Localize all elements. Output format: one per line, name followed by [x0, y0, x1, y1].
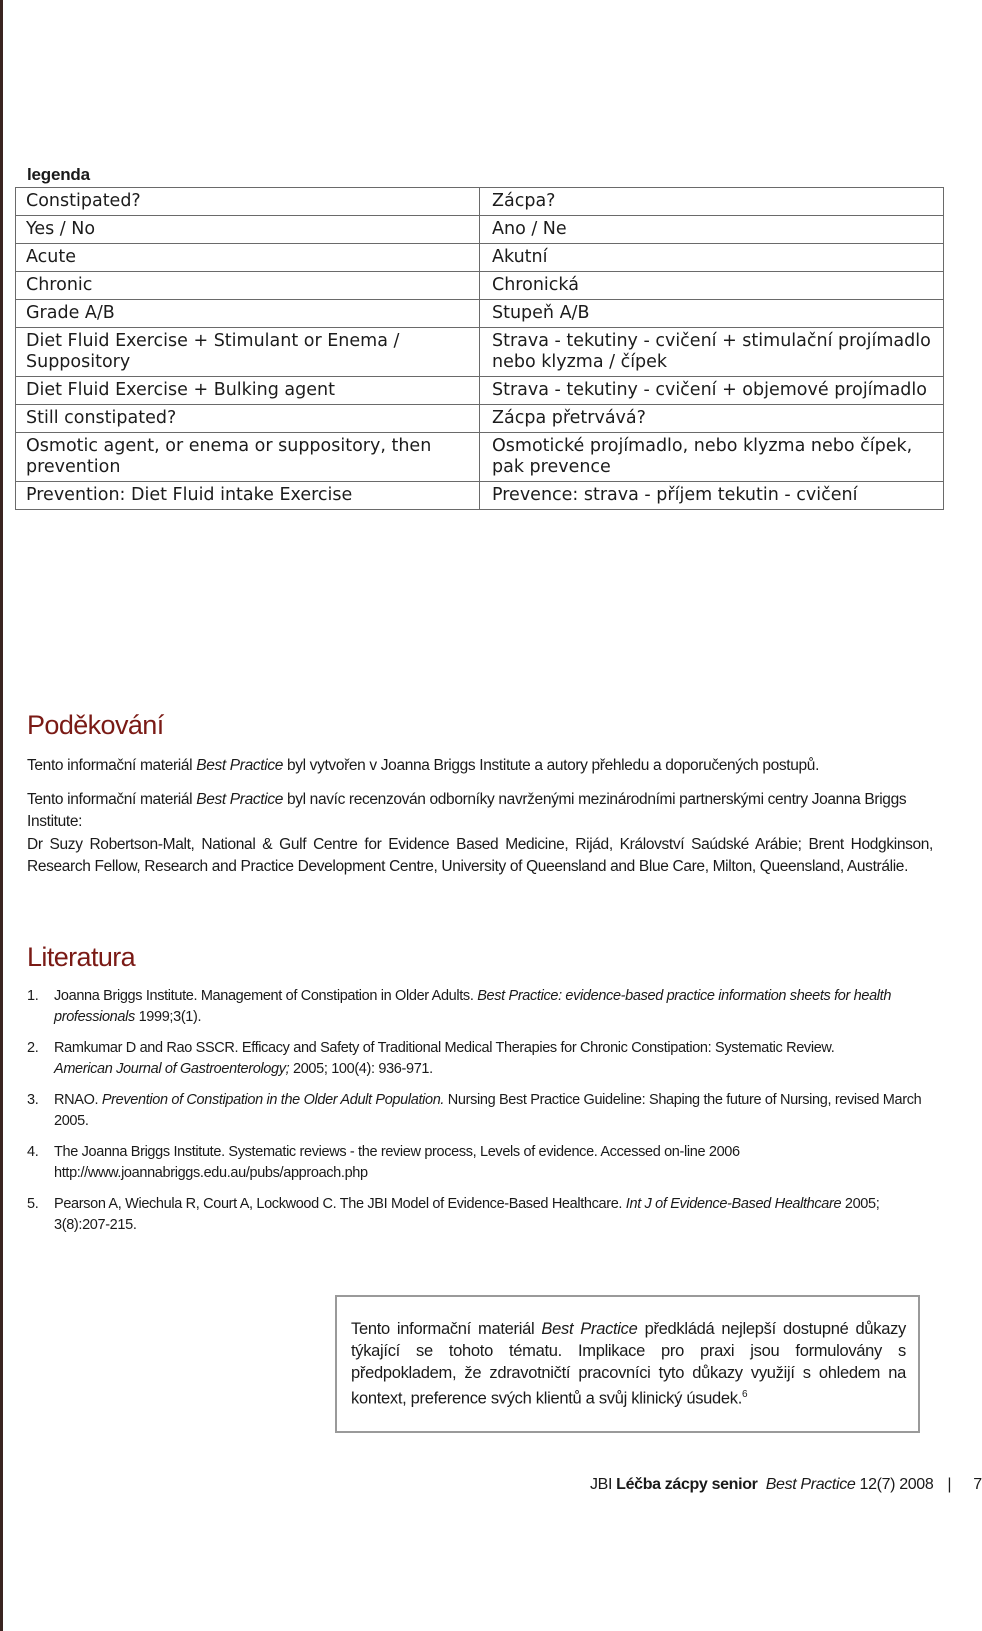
table-row [16, 328, 944, 377]
legend-cz-cell: Osmotické projímadlo, nebo klyzma nebo čípek, pak prevence [480, 433, 944, 482]
table-row [16, 188, 944, 216]
acknowledgements-reviewers: Dr Suzy Robertson-Malt, National & Gulf Centre for Evidence Based Medicine, Rijád, Království Saúdské Arábie; Brent Hodgkinson, Research Fellow, Research and Practice Development Centre, University of Queensland and Blue Care, Milton, Queensland, Austrálie. [27, 836, 933, 875]
footer-org: JBI [590, 1476, 617, 1493]
text-run: Tento informační materiál [351, 1320, 542, 1338]
text-run: Tento informační materiál [27, 791, 197, 808]
text-run: 1999;3(1). [134, 1009, 202, 1025]
text-run-italic: Best Practice [541, 1320, 638, 1338]
footer-series: Best Practice [765, 1476, 856, 1493]
table-row [16, 244, 944, 272]
legend-cz-cell: Strava - tekutiny - cvičení + stimulační projímadlo nebo klyzma / čípek [480, 328, 944, 377]
callout-box [335, 1295, 920, 1433]
legend-en-cell: Prevention: Diet Fluid intake Exercise [16, 482, 480, 510]
text-run: Pearson A, Wiechula R, Court A, Lockwood C. The JBI Model of Evidence-Based Healthcare. [54, 1196, 626, 1212]
legend-title: legenda [27, 165, 90, 184]
legend-en-cell: Acute [16, 244, 480, 272]
table-row [16, 377, 944, 405]
legend-cz-cell: Stupeň A/B [480, 300, 944, 328]
page-number: 7 [973, 1476, 982, 1493]
references-heading: Literatura [27, 942, 136, 972]
text-run: RNAO. [54, 1092, 102, 1108]
text-run-italic: Prevention of Constipation in the Older Adult Population. [101, 1092, 445, 1108]
table-row [16, 300, 944, 328]
text-run-italic: American Journal of Gastroenterology; [54, 1061, 290, 1077]
legend-en-cell: Constipated? [16, 188, 480, 216]
text-run-italic: Best Practice: evidence-based practice information sheets for health professionals [54, 988, 892, 1025]
text-run-italic: Best Practice [196, 757, 283, 774]
table-row [16, 433, 944, 482]
list-item [27, 1194, 933, 1236]
acknowledgements-paragraph-2 [27, 789, 933, 833]
legend-en-cell: Still constipated? [16, 405, 480, 433]
table-row [16, 482, 944, 510]
page-edge-rule [0, 0, 3, 1631]
footer-issue: 12(7) 2008 [855, 1476, 934, 1493]
text-run: byl navíc recenzován odborníky navrženými mezinárodními partnerskými centry Joanna Briggs Institute: [27, 791, 907, 830]
table-row [16, 272, 944, 300]
text-run: 2005; 3(8):207-215. [54, 1196, 880, 1233]
legend-table [15, 187, 944, 510]
footer-separator: | [947, 1476, 952, 1493]
table-row [16, 216, 944, 244]
list-item [27, 1038, 933, 1080]
legend-en-cell: Chronic [16, 272, 480, 300]
legend-en-cell: Diet Fluid Exercise + Stimulant or Enema / Suppository [16, 328, 480, 377]
reference-number: 2. [27, 1040, 39, 1056]
callout-text [351, 1318, 906, 1410]
legend-cz-cell: Strava - tekutiny - cvičení + objemové projímadlo [480, 377, 944, 405]
legend-cz-cell: Prevence: strava - příjem tekutin - cvičení [480, 482, 944, 510]
legend-en-cell: Osmotic agent, or enema or suppository, then prevention [16, 433, 480, 482]
legend-cz-cell: Akutní [480, 244, 944, 272]
reference-number: 4. [27, 1144, 39, 1160]
legend-en-cell: Grade A/B [16, 300, 480, 328]
legend-en-cell: Yes / No [16, 216, 480, 244]
text-run: Ramkumar D and Rao SSCR. Efficacy and Safety of Traditional Medical Therapies for Chronic Constipation: Systematic Review. [54, 1040, 835, 1056]
table-row [16, 405, 944, 433]
footer-title: Léčba zácpy senior [616, 1476, 758, 1493]
reference-number: 5. [27, 1196, 39, 1212]
legend-cz-cell: Ano / Ne [480, 216, 944, 244]
reference-list [27, 986, 933, 1246]
text-run: Tento informační materiál [27, 757, 197, 774]
acknowledgements-heading: Poděkování [27, 710, 164, 740]
text-run: 2005; 100(4): 936-971. [289, 1061, 433, 1077]
acknowledgements-paragraph-1 [27, 755, 933, 777]
legend-cz-cell: Zácpa? [480, 188, 944, 216]
text-run: byl vytvořen v Joanna Briggs Institute a autory přehledu a doporučených postupů. [283, 757, 820, 774]
list-item [27, 1142, 933, 1184]
text-run: Nursing Best Practice Guideline: Shaping the future of Nursing, revised March 2005. [54, 1092, 922, 1129]
text-run-italic: Best Practice [196, 791, 283, 808]
list-item [27, 986, 933, 1028]
reference-number: 3. [27, 1092, 39, 1108]
page-footer [590, 1476, 982, 1494]
text-run: The Joanna Briggs Institute. Systematic reviews - the review process, Levels of evidence. Accessed on-line 2006 http://www.joannabriggs.edu.au/pubs/approach.php [54, 1144, 740, 1181]
legend-en-cell: Diet Fluid Exercise + Bulking agent [16, 377, 480, 405]
legend-cz-cell: Chronická [480, 272, 944, 300]
legend-cz-cell: Zácpa přetrvává? [480, 405, 944, 433]
text-run: Joanna Briggs Institute. Management of Constipation in Older Adults. [54, 988, 478, 1004]
reference-number: 1. [27, 988, 39, 1004]
text-run: předkládá nejlepší dostupné důkazy týkající se tohoto tématu. Implikace pro praxi jsou formulovány s předpokladem, že zdravotničtí pracovníci tyto důkazy využijí s ohledem na kontext, preference svých klientů a svůj klinický úsudek. [351, 1320, 906, 1408]
footnote-marker: 6 [742, 1389, 748, 1400]
text-run-italic: Int J of Evidence-Based Healthcare [625, 1196, 842, 1212]
list-item [27, 1090, 933, 1132]
